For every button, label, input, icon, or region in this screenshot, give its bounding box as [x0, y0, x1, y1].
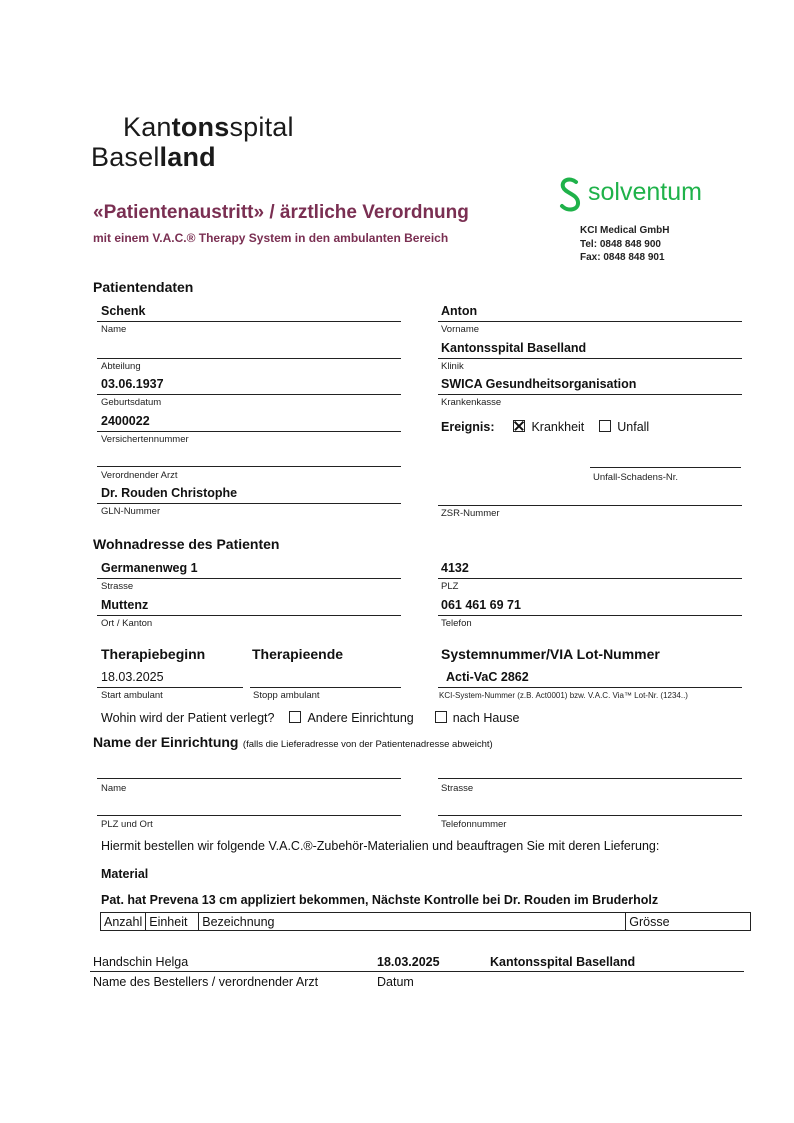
divider: [97, 687, 243, 688]
divider: [438, 358, 742, 359]
accident-label: Unfall: [617, 420, 650, 434]
facility-street-label: Strasse: [441, 783, 474, 794]
orderer-label: Name des Bestellers / verordnender Arzt: [93, 975, 319, 989]
company-fax: Fax: 0848 848 901: [580, 252, 665, 263]
divider: [97, 503, 401, 504]
column-quantity: Anzahl: [101, 913, 146, 931]
start-label: Start ambulant: [101, 690, 163, 701]
system-number-title: Systemnummer/VIA Lot-Nummer: [441, 646, 660, 662]
home-checkbox[interactable]: [435, 711, 447, 723]
divider: [97, 815, 401, 816]
city-label: Ort / Kanton: [101, 618, 153, 629]
column-description: Bezeichnung: [199, 913, 626, 931]
phone-label: Telefon: [441, 618, 472, 629]
insurance-value[interactable]: SWICA Gesundheitsorganisation: [441, 377, 637, 391]
date-label: Datum: [377, 975, 414, 989]
accident-checkbox[interactable]: [599, 420, 611, 432]
column-size: Grösse: [626, 913, 751, 931]
other-facility-label: Andere Einrichtung: [307, 711, 414, 725]
accident-claim-label: Unfall-Schadens-Nr.: [593, 472, 679, 483]
divider: [90, 971, 744, 972]
divider: [438, 394, 742, 395]
divider: [250, 687, 401, 688]
transfer-row: [101, 711, 519, 725]
patient-firstname-value[interactable]: Anton: [441, 304, 478, 318]
divider: [438, 578, 742, 579]
prescribing-doctor-label: Verordnender Arzt: [101, 470, 178, 481]
illness-checkbox[interactable]: [513, 420, 525, 432]
therapy-start-value[interactable]: 18.03.2025: [101, 670, 164, 684]
gln-label: GLN-Nummer: [101, 506, 161, 517]
page-subtitle: mit einem V.A.C.® Therapy System in den ambulanten Bereich: [93, 231, 449, 245]
divider: [438, 815, 742, 816]
company-phone: Tel: 0848 848 900: [580, 239, 661, 250]
patient-name-value[interactable]: Schenk: [101, 304, 146, 318]
facility-header: [93, 734, 493, 752]
event-row: [441, 420, 649, 434]
divider: [97, 615, 401, 616]
divider: [438, 505, 742, 506]
section-address: Wohnadresse des Patienten: [93, 536, 280, 552]
divider: [590, 467, 741, 468]
facility-zip-city-label: PLZ und Ort: [101, 819, 153, 830]
table-header-row: [101, 913, 751, 931]
system-number-value[interactable]: Acti-VaC 2862: [446, 670, 529, 684]
divider: [97, 466, 401, 467]
divider: [438, 687, 742, 688]
patient-name-label: Name: [101, 324, 127, 335]
illness-label: Krankheit: [531, 420, 585, 434]
material-title: Material: [101, 867, 149, 881]
order-date[interactable]: 18.03.2025: [377, 955, 440, 969]
facility-name-label: Name: [101, 783, 127, 794]
street-value[interactable]: Germanenweg 1: [101, 561, 198, 575]
insurance-number-label: Versichertennummer: [101, 434, 189, 445]
divider: [438, 321, 742, 322]
facility-note: (falls die Lieferadresse von der Patientenadresse abweicht): [242, 739, 493, 750]
divider: [97, 578, 401, 579]
city-value[interactable]: Muttenz: [101, 598, 149, 612]
hospital-logo-line1: Kantonsspital: [123, 112, 294, 142]
clinic-value[interactable]: Kantonsspital Baselland: [441, 341, 587, 355]
birthdate-label: Geburtsdatum: [101, 397, 162, 408]
divider: [438, 778, 742, 779]
patient-firstname-label: Vorname: [441, 324, 480, 335]
brand-name: solventum: [588, 178, 702, 206]
solventum-logo-icon: [556, 176, 586, 214]
material-table: [100, 912, 751, 931]
home-label: nach Hause: [452, 711, 520, 725]
material-note[interactable]: Pat. hat Prevena 13 cm appliziert bekommen, Nächste Kontrolle bei Dr. Rouden im Bruderholz: [101, 893, 659, 907]
ordering-institution[interactable]: Kantonsspital Baselland: [490, 955, 636, 969]
company-name: KCI Medical GmbH: [580, 225, 670, 236]
event-label: Ereignis:: [441, 420, 495, 434]
transfer-question: Wohin wird der Patient verlegt?: [101, 711, 275, 725]
orderer-name[interactable]: Handschin Helga: [93, 955, 189, 969]
divider: [97, 431, 401, 432]
zip-value[interactable]: 4132: [441, 561, 469, 575]
divider: [97, 358, 401, 359]
birthdate-value[interactable]: 03.06.1937: [101, 377, 164, 391]
divider: [438, 615, 742, 616]
doctor-value[interactable]: Dr. Rouden Christophe: [101, 486, 238, 500]
other-facility-checkbox[interactable]: [289, 711, 301, 723]
section-facility: Name der Einrichtung: [93, 734, 239, 750]
divider: [97, 321, 401, 322]
insurance-label: Krankenkasse: [441, 397, 502, 408]
order-intro: Hiermit bestellen wir folgende V.A.C.®-Zubehör-Materialien und beauftragen Sie mit deren Lieferung:: [101, 839, 660, 853]
facility-phone-label: Telefonnummer: [441, 819, 507, 830]
phone-value[interactable]: 061 461 69 71: [441, 598, 521, 612]
zsr-label: ZSR-Nummer: [441, 508, 500, 519]
page-title: «Patientenaustritt» / ärztliche Verordnung: [93, 202, 469, 223]
divider: [97, 778, 401, 779]
system-number-label: KCI-System-Nummer (z.B. Act0001) bzw. V.A.C. Via™ Lot-Nr. (1234..): [439, 691, 688, 700]
divider: [97, 394, 401, 395]
department-label: Abteilung: [101, 361, 141, 372]
therapy-begin-title: Therapiebeginn: [101, 646, 206, 662]
insurance-number-value[interactable]: 2400022: [101, 414, 150, 428]
section-patient-data: Patientendaten: [93, 279, 194, 295]
stop-label: Stopp ambulant: [253, 690, 320, 701]
hospital-logo-line2: Baselland: [91, 142, 216, 172]
zip-label: PLZ: [441, 581, 459, 592]
column-unit: Einheit: [146, 913, 199, 931]
clinic-label: Klinik: [441, 361, 464, 372]
street-label: Strasse: [101, 581, 134, 592]
therapy-end-title: Therapieende: [252, 646, 344, 662]
